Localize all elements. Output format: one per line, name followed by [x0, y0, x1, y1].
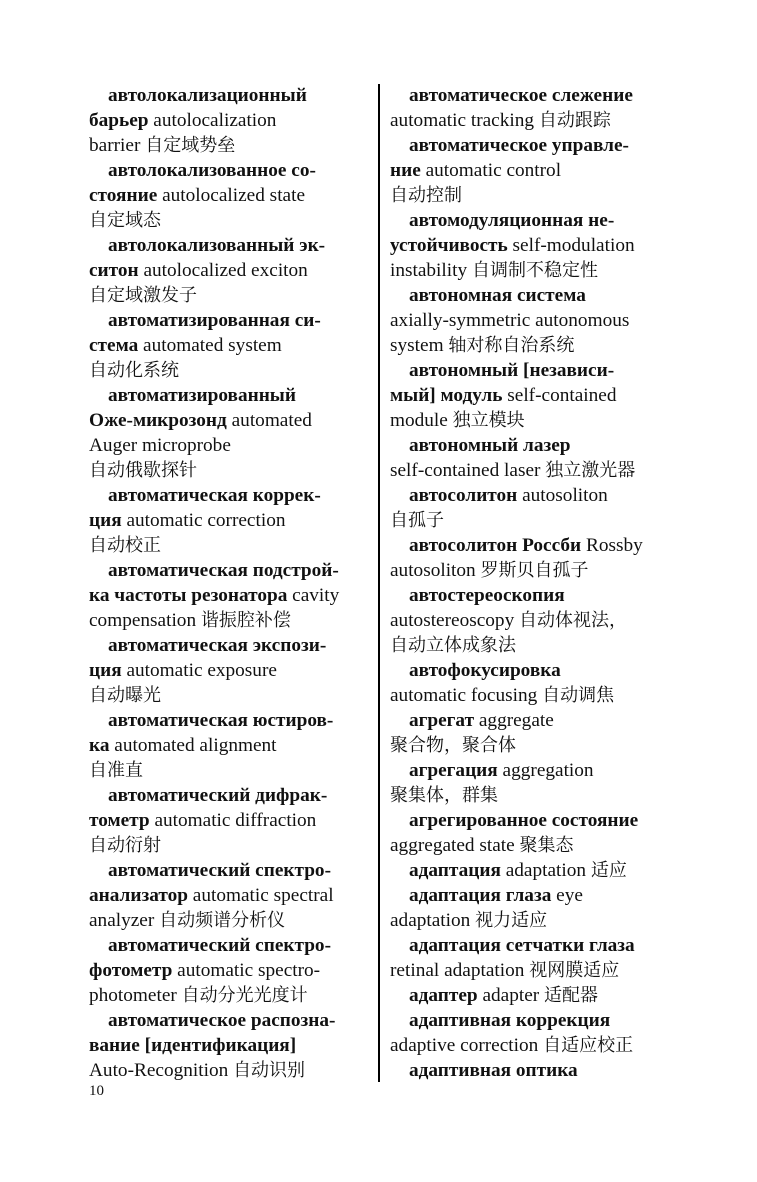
- english-translation: automated system: [138, 335, 282, 356]
- entry-line: [89, 408, 371, 433]
- entry-line: [89, 458, 371, 483]
- headword: адаптивная коррекция: [409, 1010, 611, 1031]
- english-translation: aggregated state: [390, 835, 520, 856]
- chinese-translation: 适配器: [544, 985, 599, 1006]
- headword: автоматический спектро-: [108, 935, 331, 956]
- english-translation: autosoliton: [517, 485, 608, 506]
- entry-line: [390, 683, 680, 708]
- column-divider: [378, 84, 380, 1082]
- entry-headword-line: [89, 633, 371, 658]
- dictionary-entry: [390, 708, 680, 758]
- headword: барьер: [89, 110, 149, 131]
- chinese-translation: 轴对称自治系统: [448, 335, 575, 356]
- english-translation: automated alignment: [109, 735, 277, 756]
- dictionary-entry: [390, 283, 680, 358]
- english-translation: automatic exposure: [121, 660, 277, 681]
- english-translation: automatic spectro-: [172, 960, 321, 981]
- chinese-translation: 自适应校正: [543, 1035, 634, 1056]
- entry-line: [89, 508, 371, 533]
- headword: адаптер: [409, 985, 478, 1006]
- english-translation: aggregation: [497, 760, 594, 781]
- headword: автомодуляционная не-: [409, 210, 615, 231]
- chinese-translation: 自动识别: [233, 1060, 306, 1081]
- english-translation: barrier: [89, 135, 146, 156]
- entry-line: [89, 983, 371, 1008]
- entry-headword-line: [89, 158, 371, 183]
- english-translation: cavity: [287, 585, 340, 606]
- entry-line: [390, 308, 680, 333]
- dictionary-entry: [89, 633, 371, 708]
- headword: стояние: [89, 185, 158, 206]
- entry-headword-line: [89, 383, 371, 408]
- entry-headword-line: [390, 133, 680, 158]
- chinese-translation: 视力适应: [475, 910, 548, 931]
- entry-headword-line: [89, 1008, 371, 1033]
- headword: автоматизированный: [108, 385, 296, 406]
- chinese-translation: 适应: [590, 860, 627, 881]
- entry-line: [89, 808, 371, 833]
- dictionary-entry: [390, 433, 680, 483]
- entry-line: [390, 558, 680, 583]
- entry-line: [89, 333, 371, 358]
- chinese-translation: 自定域激发子: [89, 285, 197, 306]
- entry-headword-line: [390, 983, 680, 1008]
- english-translation: adaptive correction: [390, 1035, 544, 1056]
- headword: адаптация: [409, 860, 501, 881]
- chinese-translation: 自动化系统: [89, 360, 179, 381]
- entry-line: [89, 358, 371, 383]
- entry-headword-line: [390, 208, 680, 233]
- entry-headword-line: [390, 758, 680, 783]
- chinese-translation: 自动衍射: [89, 835, 161, 856]
- entry-headword-line: [390, 283, 680, 308]
- entry-line: [390, 733, 680, 758]
- entry-line: [390, 608, 680, 633]
- entry-headword-line: [89, 483, 371, 508]
- entry-line: [390, 383, 680, 408]
- english-translation: automatic spectral: [187, 885, 334, 906]
- english-translation: self-contained: [502, 385, 617, 406]
- dictionary-entry: [390, 983, 680, 1008]
- chinese-translation: 独立激光器: [545, 460, 636, 481]
- dictionary-entry: [390, 858, 680, 883]
- entry-line: [89, 958, 371, 983]
- english-translation: retinal adaptation: [390, 960, 530, 981]
- english-translation: analyzer: [89, 910, 160, 931]
- chinese-translation: 聚合物，聚合体: [390, 735, 516, 756]
- headword: ка частоты резонатора: [89, 585, 288, 606]
- entry-line: [89, 683, 371, 708]
- headword: адаптивная оптика: [409, 1060, 578, 1081]
- chinese-translation: 自动体视法，: [519, 610, 628, 631]
- entry-headword-line: [390, 1008, 680, 1033]
- entry-headword-line: [390, 583, 680, 608]
- chinese-translation: 独立模块: [452, 410, 525, 431]
- headword: автоматический дифрак-: [108, 785, 328, 806]
- entry-headword-line: [89, 708, 371, 733]
- headword: агрегация: [409, 760, 498, 781]
- headword: автосолитон Россби: [409, 535, 582, 556]
- dictionary-entry: [390, 1058, 680, 1083]
- headword: фотометр: [89, 960, 173, 981]
- entry-line: [390, 783, 680, 808]
- dictionary-entry: [390, 583, 680, 658]
- headword: мый] модуль: [390, 385, 503, 406]
- headword: анализатор: [89, 885, 188, 906]
- entry-line: [390, 258, 680, 283]
- chinese-translation: 视网膜适应: [529, 960, 620, 981]
- english-translation: instability: [390, 260, 472, 281]
- headword: стема: [89, 335, 139, 356]
- chinese-translation: 自动立体成象法: [390, 635, 516, 656]
- headword: ситон: [89, 260, 139, 281]
- headword: автоматизированная си-: [108, 310, 321, 331]
- english-translation: autolocalized exciton: [138, 260, 308, 281]
- headword: автоматический спектро-: [108, 860, 331, 881]
- headword: агрегированное состояние: [409, 810, 639, 831]
- entry-line: [89, 583, 371, 608]
- english-translation: eye: [551, 885, 583, 906]
- chinese-translation: 聚集态: [519, 835, 574, 856]
- english-translation: adapter: [477, 985, 545, 1006]
- chinese-translation: 自动控制: [390, 185, 462, 206]
- chinese-translation: 自孤子: [390, 510, 444, 531]
- chinese-translation: 谐振腔补偿: [200, 610, 291, 631]
- chinese-translation: 罗斯贝自孤子: [480, 560, 589, 581]
- entry-headword-line: [89, 858, 371, 883]
- entry-line: [89, 908, 371, 933]
- headword: автосолитон: [409, 485, 518, 506]
- entry-line: [390, 183, 680, 208]
- headword: Оже-микрозонд: [89, 410, 227, 431]
- headword: автоматическая коррек-: [108, 485, 321, 506]
- english-translation: self-modulation: [507, 235, 635, 256]
- headword: автоматическое распозна-: [108, 1010, 336, 1031]
- dictionary-entry: [89, 1008, 371, 1083]
- entry-line: [89, 833, 371, 858]
- left-column: [89, 83, 371, 1083]
- english-translation: autolocalization: [148, 110, 277, 131]
- entry-line: [89, 433, 371, 458]
- chinese-translation: 自动俄歇探针: [89, 460, 197, 481]
- headword: ция: [89, 510, 122, 531]
- entry-headword-line: [390, 1058, 680, 1083]
- entry-headword-line: [390, 83, 680, 108]
- chinese-translation: 自动频谱分析仪: [159, 910, 286, 931]
- headword: ка: [89, 735, 110, 756]
- english-translation: self-contained laser: [390, 460, 546, 481]
- headword: ние: [390, 160, 421, 181]
- english-translation: Auger microprobe: [89, 435, 231, 456]
- english-translation: Rossby: [581, 535, 643, 556]
- english-translation: axially-symmetric autonomous: [390, 310, 630, 331]
- english-translation: compensation: [89, 610, 201, 631]
- entry-line: [390, 1033, 680, 1058]
- page-number: 10: [89, 1083, 104, 1099]
- chinese-translation: 自调制不稳定性: [471, 260, 598, 281]
- headword: автоматическое слежение: [409, 85, 633, 106]
- headword: адаптация сетчатки глаза: [409, 935, 635, 956]
- dictionary-entry: [390, 808, 680, 858]
- entry-line: [89, 108, 371, 133]
- entry-line: [89, 133, 371, 158]
- headword: автономная система: [409, 285, 586, 306]
- headword: адаптация глаза: [409, 885, 552, 906]
- entry-line: [89, 758, 371, 783]
- entry-line: [89, 733, 371, 758]
- entry-line: [390, 158, 680, 183]
- entry-line: [89, 183, 371, 208]
- headword: ция: [89, 660, 122, 681]
- entry-line: [89, 608, 371, 633]
- entry-line: [390, 633, 680, 658]
- english-translation: automatic tracking: [390, 110, 539, 131]
- dictionary-entry: [89, 558, 371, 633]
- english-translation: automatic focusing: [390, 685, 543, 706]
- entry-line: [89, 1033, 371, 1058]
- headword: автономный лазер: [409, 435, 571, 456]
- english-translation: automatic correction: [121, 510, 286, 531]
- chinese-translation: 自动分光光度计: [181, 985, 308, 1006]
- entry-headword-line: [89, 783, 371, 808]
- english-translation: adaptation: [390, 910, 476, 931]
- entry-line: [89, 658, 371, 683]
- dictionary-entry: [89, 708, 371, 783]
- dictionary-entry: [390, 1008, 680, 1058]
- english-translation: automated: [226, 410, 312, 431]
- headword: автостереоскопия: [409, 585, 565, 606]
- english-translation: autostereoscopy: [390, 610, 520, 631]
- entry-line: [390, 908, 680, 933]
- entry-line: [390, 233, 680, 258]
- chinese-translation: 聚集体，群集: [390, 785, 498, 806]
- chinese-translation: 自动校正: [89, 535, 161, 556]
- entry-headword-line: [390, 533, 680, 558]
- headword: вание [идентификация]: [89, 1035, 297, 1056]
- entry-line: [89, 283, 371, 308]
- headword: агрегат: [409, 710, 475, 731]
- dictionary-entry: [390, 133, 680, 208]
- headword: тометр: [89, 810, 150, 831]
- dictionary-entry: [89, 858, 371, 933]
- chinese-translation: 自动曝光: [89, 685, 161, 706]
- dictionary-entry: [390, 83, 680, 133]
- english-translation: autolocalized state: [157, 185, 306, 206]
- english-translation: automatic control: [420, 160, 562, 181]
- headword: автолокализованный эк-: [108, 235, 326, 256]
- entry-headword-line: [390, 858, 680, 883]
- headword: автоматическая юстиров-: [108, 710, 334, 731]
- headword: автоматическая подстрой-: [108, 560, 339, 581]
- headword: устойчивость: [390, 235, 508, 256]
- chinese-translation: 自准直: [89, 760, 143, 781]
- headword: автоматическая экспози-: [108, 635, 327, 656]
- dictionary-entry: [390, 533, 680, 583]
- dictionary-entry: [89, 83, 371, 158]
- entry-line: [89, 258, 371, 283]
- chinese-translation: 自动调焦: [542, 685, 615, 706]
- dictionary-entry: [89, 158, 371, 233]
- entry-line: [89, 208, 371, 233]
- entry-line: [89, 533, 371, 558]
- entry-line: [390, 108, 680, 133]
- dictionary-entry: [89, 483, 371, 558]
- entry-headword-line: [89, 558, 371, 583]
- headword: автолокализованное со-: [108, 160, 316, 181]
- right-column: [390, 83, 680, 1083]
- entry-line: [390, 408, 680, 433]
- dictionary-entry: [89, 233, 371, 308]
- english-translation: photometer: [89, 985, 182, 1006]
- entry-line: [89, 883, 371, 908]
- dictionary-entry: [390, 883, 680, 933]
- entry-headword-line: [89, 233, 371, 258]
- dictionary-entry: [390, 208, 680, 283]
- entry-line: [390, 458, 680, 483]
- entry-headword-line: [89, 83, 371, 108]
- dictionary-entry: [390, 483, 680, 533]
- entry-headword-line: [89, 933, 371, 958]
- english-translation: system: [390, 335, 449, 356]
- entry-headword-line: [89, 308, 371, 333]
- entry-headword-line: [390, 933, 680, 958]
- english-translation: aggregate: [474, 710, 554, 731]
- dictionary-entry: [390, 658, 680, 708]
- entry-headword-line: [390, 433, 680, 458]
- entry-headword-line: [390, 808, 680, 833]
- entry-headword-line: [390, 483, 680, 508]
- entry-headword-line: [390, 708, 680, 733]
- dictionary-entry: [390, 358, 680, 433]
- dictionary-entry: [89, 933, 371, 1008]
- english-translation: module: [390, 410, 453, 431]
- entry-line: [390, 833, 680, 858]
- entry-line: [390, 333, 680, 358]
- entry-line: [390, 508, 680, 533]
- english-translation: Auto-Recognition: [89, 1060, 234, 1081]
- entry-line: [89, 1058, 371, 1083]
- chinese-translation: 自动跟踪: [538, 110, 611, 131]
- dictionary-entry: [89, 383, 371, 483]
- chinese-translation: 自定域态: [89, 210, 161, 231]
- headword: автолокализационный: [108, 85, 307, 106]
- entry-headword-line: [390, 358, 680, 383]
- entry-headword-line: [390, 883, 680, 908]
- headword: автоматическое управле-: [409, 135, 629, 156]
- headword: автофокусировка: [409, 660, 561, 681]
- dictionary-entry: [89, 783, 371, 858]
- entry-line: [390, 958, 680, 983]
- english-translation: automatic diffraction: [149, 810, 317, 831]
- chinese-translation: 自定域势垒: [145, 135, 236, 156]
- entry-headword-line: [390, 658, 680, 683]
- english-translation: adaptation: [500, 860, 591, 881]
- dictionary-entry: [390, 758, 680, 808]
- english-translation: autosoliton: [390, 560, 481, 581]
- dictionary-entry: [390, 933, 680, 983]
- dictionary-entry: [89, 308, 371, 383]
- headword: автономный [независи-: [409, 360, 615, 381]
